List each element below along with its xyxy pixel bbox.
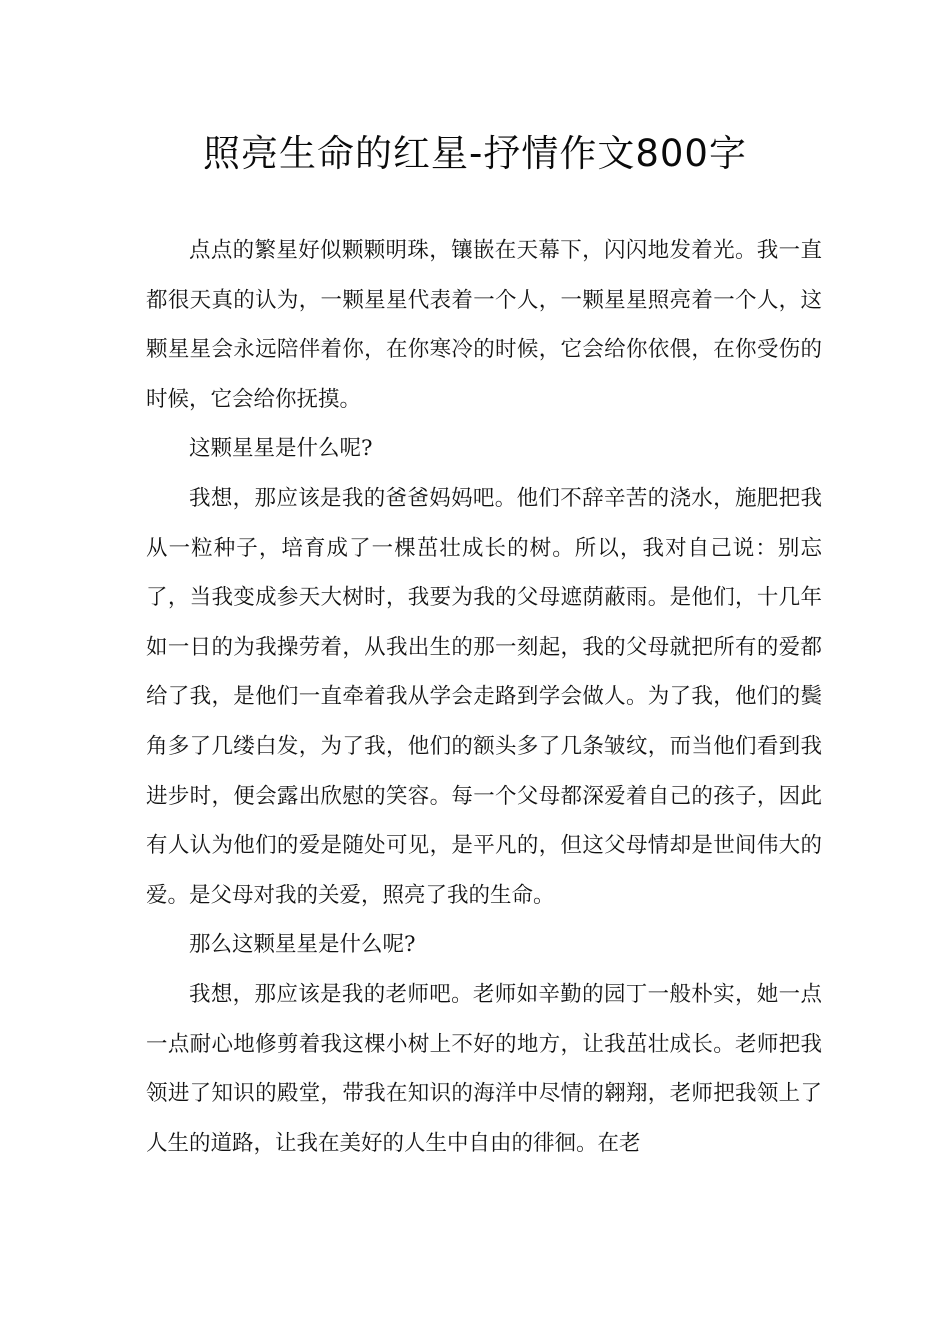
document-body bbox=[146, 226, 822, 1168]
paragraph: 这颗星星是什么呢? bbox=[189, 436, 373, 462]
paragraph: 我想，那应该是我的老师吧。老师如辛勤的园丁一般朴实，她一点一点耐心地修剪着我这棵小树上不好的地方，让我茁壮成长。老师把我领进了知识的殿堂，带我在知识的海洋中尽情的翱翔，老师把我领上了人生的道路，让我在美好的人生中自由的徘徊。在老 bbox=[146, 981, 822, 1156]
paragraph: 那么这颗星星是什么呢? bbox=[189, 932, 416, 958]
paragraph: 我想，那应该是我的爸爸妈妈吧。他们不辞辛苦的浇水，施肥把我从一粒种子，培育成了一棵茁壮成长的树。所以，我对自己说：别忘了，当我变成参天大树时，我要为我的父母遮荫蔽雨。是他们，十几年如一日的为我操劳着，从我出生的那一刻起，我的父母就把所有的爱都给了我，是他们一直牵着我从学会走路到学会做人。为了我，他们的鬓角多了几缕白发，为了我，他们的额头多了几条皱纹，而当他们看到我进步时，便会露出欣慰的笑容。每一个父母都深爱着自己的孩子，因此有人认为他们的爱是随处可见，是平凡的，但这父母情却是世间伟大的爱。是父母对我的关爱，照亮了我的生命。 bbox=[146, 485, 822, 908]
document-title: 照亮生命的红星-抒情作文800字 bbox=[203, 132, 747, 175]
paragraph: 点点的繁星好似颗颗明珠，镶嵌在天幕下，闪闪地发着光。我一直都很天真的认为，一颗星星代表着一个人，一颗星星照亮着一个人，这颗星星会永远陪伴着你，在你寒冷的时候，它会给你依偎，在你受伤的时候，它会给你抚摸。 bbox=[146, 238, 822, 412]
